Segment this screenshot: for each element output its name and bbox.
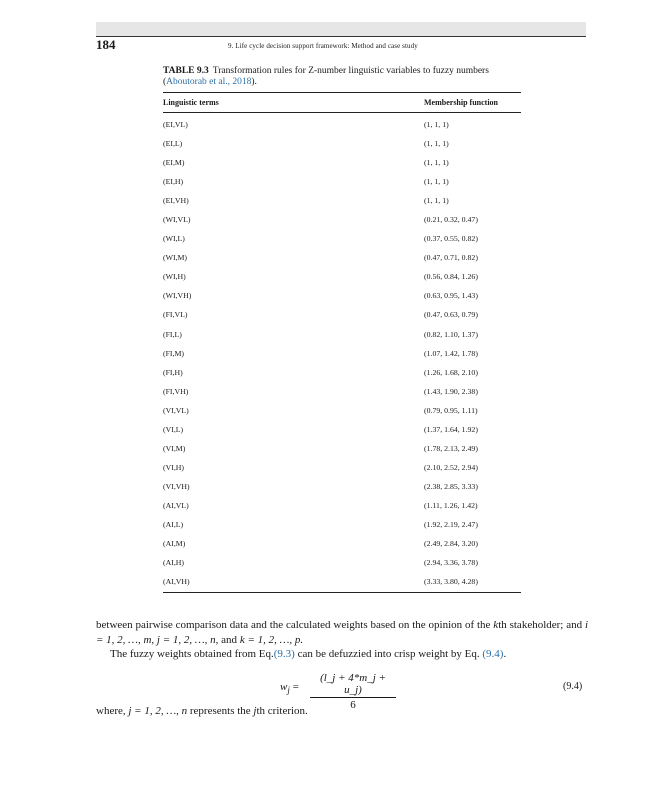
table-row xyxy=(163,135,521,154)
para1-text-c: and xyxy=(218,633,240,646)
membership-value: (1.07, 1.42, 1.78) xyxy=(424,348,478,358)
equation-denominator: 6 xyxy=(350,699,356,711)
caption-end: ). xyxy=(251,77,257,87)
linguistic-term: (EI,VH) xyxy=(163,196,189,206)
membership-value: (1.92, 2.19, 2.47) xyxy=(424,519,478,529)
page-number: 184 xyxy=(96,37,116,52)
where-clause xyxy=(96,705,308,717)
membership-value: (1, 1, 1) xyxy=(424,177,449,187)
linguistic-term: (VI,M) xyxy=(163,443,186,453)
linguistic-term: (FI,VH) xyxy=(163,386,189,396)
linguistic-term: (AI,H) xyxy=(163,558,184,568)
where-indices: j = 1, 2, …, n xyxy=(128,705,188,717)
caption-text: Transformation rules for Z-number linguistic variables to fuzzy numbers ( xyxy=(163,66,489,87)
membership-value: (0.37, 0.55, 0.82) xyxy=(424,234,478,244)
para1-text-b: th stakeholder; and xyxy=(498,619,585,631)
table-row xyxy=(163,154,521,173)
table-row xyxy=(163,287,521,306)
membership-value: (2.10, 2.52, 2.94) xyxy=(424,462,478,472)
where-prefix: where, xyxy=(96,705,129,717)
table-row xyxy=(163,230,521,249)
membership-value: (1, 1, 1) xyxy=(424,196,449,206)
paragraph-2 xyxy=(96,647,588,662)
table-row xyxy=(163,497,521,516)
para1-text-a: between pairwise comparison data and the calculated weights based on the opinion of the xyxy=(96,619,494,631)
membership-value: (0.21, 0.32, 0.47) xyxy=(424,215,478,225)
membership-value: (1, 1, 1) xyxy=(424,139,449,149)
linguistic-term: (EI,VL) xyxy=(163,120,188,129)
table-row xyxy=(163,516,521,535)
table-row xyxy=(163,535,521,554)
para2-text-a: The fuzzy weights obtained from Eq. xyxy=(110,648,274,660)
linguistic-term: (VI,L) xyxy=(163,424,184,434)
equation-numerator: (l_j + 4*m_j + u_j) xyxy=(320,672,386,696)
table-row xyxy=(163,249,521,268)
linguistic-term: (FI,M) xyxy=(163,348,185,358)
eq-9-3-link[interactable]: (9.3) xyxy=(273,648,295,660)
column-header-membership: Membership function xyxy=(424,98,498,107)
eq-9-4-link[interactable]: (9.4) xyxy=(482,648,504,660)
table-row xyxy=(163,478,521,497)
linguistic-term: (WI,H) xyxy=(163,272,186,282)
membership-value: (1.43, 1.90, 2.38) xyxy=(424,386,478,396)
linguistic-term: (WI,L) xyxy=(163,234,185,244)
membership-value: (1, 1, 1) xyxy=(424,158,449,168)
where-middle: represents the xyxy=(187,705,254,717)
linguistic-term: (FI,L) xyxy=(163,329,182,339)
table-row xyxy=(163,364,521,383)
equation-number: (9.4) xyxy=(563,681,583,692)
para1-k-range: k = 1, 2, …, p. xyxy=(239,633,304,646)
table-row xyxy=(163,554,521,573)
linguistic-term: (EI,M) xyxy=(163,158,185,168)
table-row xyxy=(163,268,521,287)
table-label: TABLE 9.3 xyxy=(163,66,209,76)
linguistic-term: (AI,VH) xyxy=(163,577,190,587)
membership-value: (0.79, 0.95, 1.11) xyxy=(424,405,478,415)
membership-value: (0.47, 0.71, 0.82) xyxy=(424,253,478,263)
table-row xyxy=(163,211,521,230)
membership-value: (1, 1, 1) xyxy=(424,120,449,129)
membership-value: (0.63, 0.95, 1.43) xyxy=(424,291,478,301)
linguistic-term: (WI,M) xyxy=(163,253,188,263)
membership-value: (1.11, 1.26, 1.42) xyxy=(424,500,478,510)
table-row xyxy=(163,345,521,364)
membership-value: (1.78, 2.13, 2.49) xyxy=(424,443,478,453)
membership-value: (3.33, 3.80, 4.28) xyxy=(424,577,478,587)
table-row xyxy=(163,116,521,135)
membership-value: (2.49, 2.84, 3.20) xyxy=(424,539,478,549)
membership-value: (0.47, 0.63, 0.79) xyxy=(424,310,478,320)
eq-w: w xyxy=(280,681,288,693)
equation-fraction xyxy=(310,672,396,711)
membership-value: (2.38, 2.85, 3.33) xyxy=(424,481,478,491)
table-caption xyxy=(163,66,523,88)
table-row xyxy=(163,306,521,325)
header-band xyxy=(96,22,586,36)
table-row xyxy=(163,383,521,402)
table-row xyxy=(163,173,521,192)
equation-lhs xyxy=(280,681,299,695)
table-header-rule xyxy=(163,112,521,113)
para2-text-b: can be defuzzied into crisp weight by Eq. xyxy=(294,648,483,660)
table-row xyxy=(163,459,521,478)
linguistic-term: (AI,M) xyxy=(163,539,186,549)
table-top-rule xyxy=(163,92,521,93)
table-row xyxy=(163,402,521,421)
membership-value: (2.94, 3.36, 3.78) xyxy=(424,558,478,568)
running-head: 9. Life cycle decision support framework: Method and case study xyxy=(228,42,418,50)
membership-value: (0.56, 0.84, 1.26) xyxy=(424,272,478,282)
para2-text-c: . xyxy=(503,648,507,660)
membership-value: (1.37, 1.64, 1.92) xyxy=(424,424,478,434)
citation-link[interactable]: Aboutorab et al., 2018 xyxy=(166,77,252,87)
table-row xyxy=(163,192,521,211)
column-header-terms: Linguistic terms xyxy=(163,98,219,107)
body-text xyxy=(96,618,588,662)
linguistic-term: (WI,VL) xyxy=(163,215,191,225)
linguistic-term: (AI,VL) xyxy=(163,500,189,510)
para1-indices: i = 1, 2, …, m, j = 1, 2, …, n, xyxy=(96,619,589,646)
table-row xyxy=(163,326,521,345)
linguistic-term: (VI,H) xyxy=(163,462,184,472)
eq-equals: = xyxy=(289,681,299,693)
linguistic-term: (EI,L) xyxy=(163,139,183,149)
para1-k: k xyxy=(493,619,499,631)
membership-value: (1.26, 1.68, 2.10) xyxy=(424,367,478,377)
table-bottom-rule xyxy=(163,592,521,593)
eq-w-sub: j xyxy=(287,685,290,696)
table-row xyxy=(163,440,521,459)
where-j: j xyxy=(253,705,257,717)
linguistic-term: (VI,VH) xyxy=(163,481,190,491)
membership-value: (0.82, 1.10, 1.37) xyxy=(424,329,478,339)
linguistic-term: (VI,VL) xyxy=(163,405,189,415)
table-body xyxy=(163,116,521,592)
linguistic-term: (EI,H) xyxy=(163,177,184,187)
linguistic-term: (FI,VL) xyxy=(163,310,188,320)
linguistic-term: (AI,L) xyxy=(163,519,184,529)
linguistic-term: (FI,H) xyxy=(163,367,183,377)
paragraph-1 xyxy=(96,618,588,647)
table-row xyxy=(163,573,521,592)
where-suffix: th criterion. xyxy=(256,705,308,717)
header-rule xyxy=(96,36,586,37)
table-row xyxy=(163,421,521,440)
linguistic-term: (WI,VH) xyxy=(163,291,192,301)
